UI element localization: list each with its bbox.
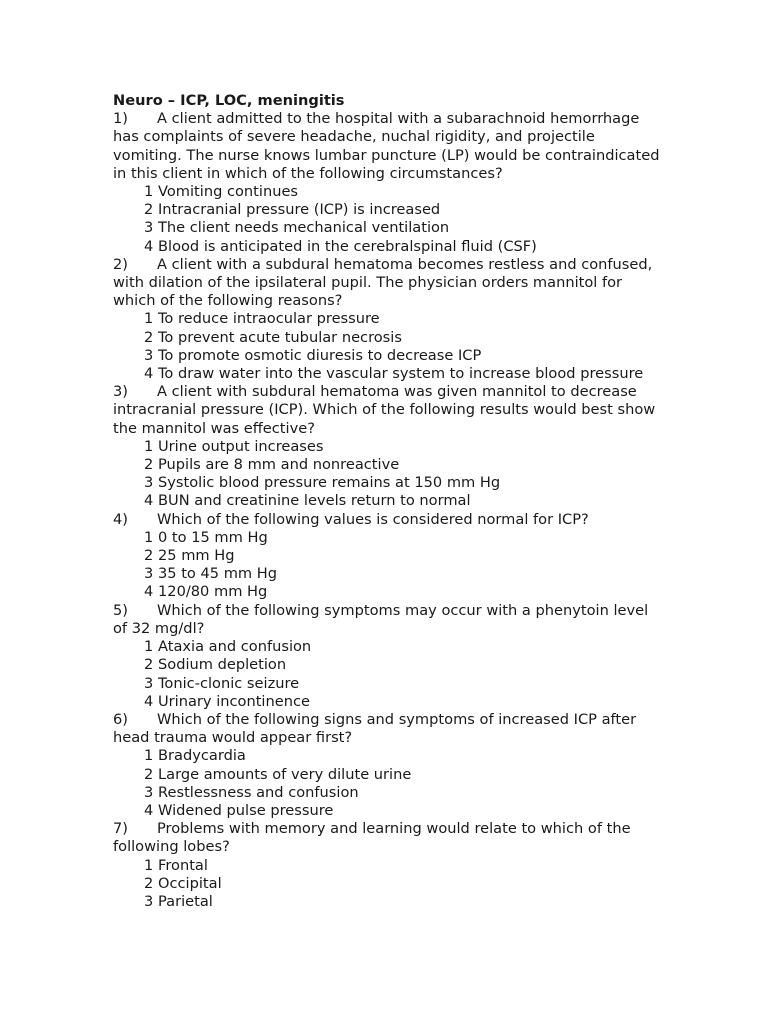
question-block bbox=[113, 256, 661, 383]
option-number bbox=[113, 656, 158, 674]
option-number bbox=[113, 474, 158, 492]
option-number bbox=[113, 219, 158, 237]
option-text: Vomiting continues bbox=[158, 183, 299, 201]
option-text: Systolic blood pressure remains at 150 mm Hg bbox=[158, 474, 501, 492]
option-number-label: 1 bbox=[144, 528, 154, 546]
option-number-label: 2 bbox=[144, 328, 154, 346]
option-number-label: 3 bbox=[144, 892, 154, 910]
option-text: Urinary incontinence bbox=[158, 692, 310, 710]
option-number-label: 1 bbox=[144, 747, 154, 765]
question-block bbox=[113, 711, 661, 820]
option-number bbox=[113, 875, 158, 893]
question-block bbox=[113, 511, 661, 602]
option-number-label: 3 bbox=[144, 783, 154, 801]
answer-options bbox=[113, 747, 661, 820]
answer-options bbox=[113, 529, 661, 602]
option-number-label: 4 bbox=[144, 692, 154, 710]
option-number-label: 2 bbox=[144, 765, 154, 783]
option-text: Parietal bbox=[158, 892, 213, 910]
option-number-label: 4 bbox=[144, 801, 154, 819]
question-number: 3) bbox=[113, 383, 128, 401]
document-page bbox=[113, 92, 661, 911]
option-text: To draw water into the vascular system to increase blood pressure bbox=[158, 365, 644, 383]
question-text: A client with subdural hematoma was given mannitol to decrease intracranial pressure (ICP). Which of the following results would best show the mannitol was effective? bbox=[113, 383, 656, 437]
answer-option bbox=[113, 693, 661, 711]
question-text: A client admitted to the hospital with a subarachnoid hemorrhage has complaints of severe headache, nuchal rigidity, and projectile vomiting. The nurse knows lumbar puncture (LP) would be contraindicated in this client in which of the following circumstances? bbox=[113, 110, 660, 182]
question-number: 6) bbox=[113, 710, 128, 728]
question-text: A client with a subdural hematoma becomes restless and confused, with dilation of the ipsilateral pupil. The physician orders mannitol for which of the following reasons? bbox=[113, 255, 653, 310]
question-block bbox=[113, 110, 661, 256]
answer-option bbox=[113, 201, 661, 219]
option-number bbox=[113, 802, 158, 820]
question-number: 7) bbox=[113, 820, 128, 838]
answer-option bbox=[113, 492, 661, 510]
question-block bbox=[113, 602, 661, 711]
option-text: Widened pulse pressure bbox=[158, 801, 334, 819]
option-number-label: 2 bbox=[144, 201, 154, 219]
option-number bbox=[113, 310, 158, 328]
answer-option bbox=[113, 784, 661, 802]
option-number bbox=[113, 365, 158, 383]
option-text: 25 mm Hg bbox=[158, 547, 235, 565]
question-stem bbox=[113, 711, 661, 747]
option-text: 0 to 15 mm Hg bbox=[158, 528, 268, 546]
option-number-label: 3 bbox=[144, 219, 154, 237]
option-number-label: 2 bbox=[144, 874, 154, 892]
question-text: Which of the following values is considered normal for ICP? bbox=[157, 510, 589, 528]
option-number-label: 3 bbox=[144, 346, 154, 364]
answer-option bbox=[113, 347, 661, 365]
option-number bbox=[113, 347, 158, 365]
option-number-label: 2 bbox=[144, 656, 154, 674]
option-number bbox=[113, 329, 158, 347]
answer-option bbox=[113, 583, 661, 601]
option-number bbox=[113, 747, 158, 765]
answer-option bbox=[113, 857, 661, 875]
answer-option bbox=[113, 547, 661, 565]
option-number bbox=[113, 638, 158, 656]
option-number-label: 4 bbox=[144, 237, 154, 255]
option-text: To reduce intraocular pressure bbox=[158, 310, 380, 328]
option-text: Large amounts of very dilute urine bbox=[158, 765, 412, 783]
option-text: Blood is anticipated in the cerebralspinal fluid (CSF) bbox=[158, 237, 537, 255]
option-number-label: 3 bbox=[144, 474, 154, 492]
answer-option bbox=[113, 329, 661, 347]
option-number-label: 4 bbox=[144, 365, 154, 383]
option-number bbox=[113, 583, 158, 601]
option-number bbox=[113, 565, 158, 583]
answer-option bbox=[113, 529, 661, 547]
option-text: To promote osmotic diuresis to decrease ICP bbox=[158, 346, 482, 364]
answer-options bbox=[113, 638, 661, 711]
answer-option bbox=[113, 747, 661, 765]
option-number-label: 2 bbox=[144, 547, 154, 565]
option-number bbox=[113, 857, 158, 875]
option-number-label: 1 bbox=[144, 856, 154, 874]
answer-option bbox=[113, 675, 661, 693]
answer-option bbox=[113, 565, 661, 583]
answer-option bbox=[113, 656, 661, 674]
option-number bbox=[113, 675, 158, 693]
answer-options bbox=[113, 183, 661, 256]
question-stem bbox=[113, 511, 661, 529]
option-number-label: 3 bbox=[144, 565, 154, 583]
option-number bbox=[113, 183, 158, 201]
answer-option bbox=[113, 438, 661, 456]
option-text: BUN and creatinine levels return to normal bbox=[158, 492, 471, 510]
option-number bbox=[113, 456, 158, 474]
option-text: Restlessness and confusion bbox=[158, 783, 359, 801]
option-number bbox=[113, 547, 158, 565]
option-text: 35 to 45 mm Hg bbox=[158, 565, 278, 583]
option-number bbox=[113, 492, 158, 510]
option-number-label: 1 bbox=[144, 437, 154, 455]
answer-option bbox=[113, 310, 661, 328]
answer-options bbox=[113, 857, 661, 912]
question-block bbox=[113, 383, 661, 510]
option-text: Sodium depletion bbox=[158, 656, 287, 674]
question-stem bbox=[113, 383, 661, 438]
option-text: Bradycardia bbox=[158, 747, 246, 765]
option-number-label: 1 bbox=[144, 310, 154, 328]
option-number bbox=[113, 893, 158, 911]
answer-option bbox=[113, 893, 661, 911]
option-number bbox=[113, 438, 158, 456]
question-text: Which of the following symptoms may occur with a phenytoin level of 32 mg/dl? bbox=[113, 601, 649, 637]
answer-option bbox=[113, 219, 661, 237]
option-text: 120/80 mm Hg bbox=[158, 583, 268, 601]
option-text: Ataxia and confusion bbox=[158, 638, 312, 656]
answer-option bbox=[113, 365, 661, 383]
option-number-label: 4 bbox=[144, 492, 154, 510]
option-text: To prevent acute tubular necrosis bbox=[158, 328, 402, 346]
question-block bbox=[113, 820, 661, 911]
answer-options bbox=[113, 438, 661, 511]
question-number: 5) bbox=[113, 601, 128, 619]
question-number: 1) bbox=[113, 110, 128, 128]
question-text: Which of the following signs and symptoms of increased ICP after head trauma would appear first? bbox=[113, 710, 637, 747]
question-stem bbox=[113, 602, 661, 638]
option-number bbox=[113, 201, 158, 219]
option-number-label: 2 bbox=[144, 456, 154, 474]
answer-option bbox=[113, 875, 661, 893]
option-number-label: 1 bbox=[144, 638, 154, 656]
option-text: Urine output increases bbox=[158, 437, 324, 455]
option-text: Tonic-clonic seizure bbox=[158, 674, 300, 692]
option-number bbox=[113, 693, 158, 711]
option-text: Frontal bbox=[158, 856, 208, 874]
option-text: The client needs mechanical ventilation bbox=[158, 219, 450, 237]
option-number bbox=[113, 766, 158, 784]
question-number: 2) bbox=[113, 255, 128, 273]
answer-options bbox=[113, 310, 661, 383]
option-number-label: 1 bbox=[144, 183, 154, 201]
option-number-label: 3 bbox=[144, 674, 154, 692]
answer-option bbox=[113, 766, 661, 784]
question-stem bbox=[113, 820, 661, 856]
answer-option bbox=[113, 802, 661, 820]
option-text: Pupils are 8 mm and nonreactive bbox=[158, 456, 400, 474]
question-stem bbox=[113, 256, 661, 311]
question-list bbox=[113, 110, 661, 911]
answer-option bbox=[113, 638, 661, 656]
question-stem bbox=[113, 110, 661, 183]
option-text: Occipital bbox=[158, 874, 222, 892]
option-number bbox=[113, 238, 158, 256]
answer-option bbox=[113, 238, 661, 256]
question-number: 4) bbox=[113, 510, 128, 528]
answer-option bbox=[113, 474, 661, 492]
option-text: Intracranial pressure (ICP) is increased bbox=[158, 201, 441, 219]
question-text: Problems with memory and learning would relate to which of the following lobes? bbox=[113, 820, 631, 856]
option-number bbox=[113, 784, 158, 802]
answer-option bbox=[113, 456, 661, 474]
option-number bbox=[113, 529, 158, 547]
document-title: Neuro – ICP, LOC, meningitis bbox=[113, 92, 345, 109]
answer-option bbox=[113, 183, 661, 201]
option-number-label: 4 bbox=[144, 583, 154, 601]
